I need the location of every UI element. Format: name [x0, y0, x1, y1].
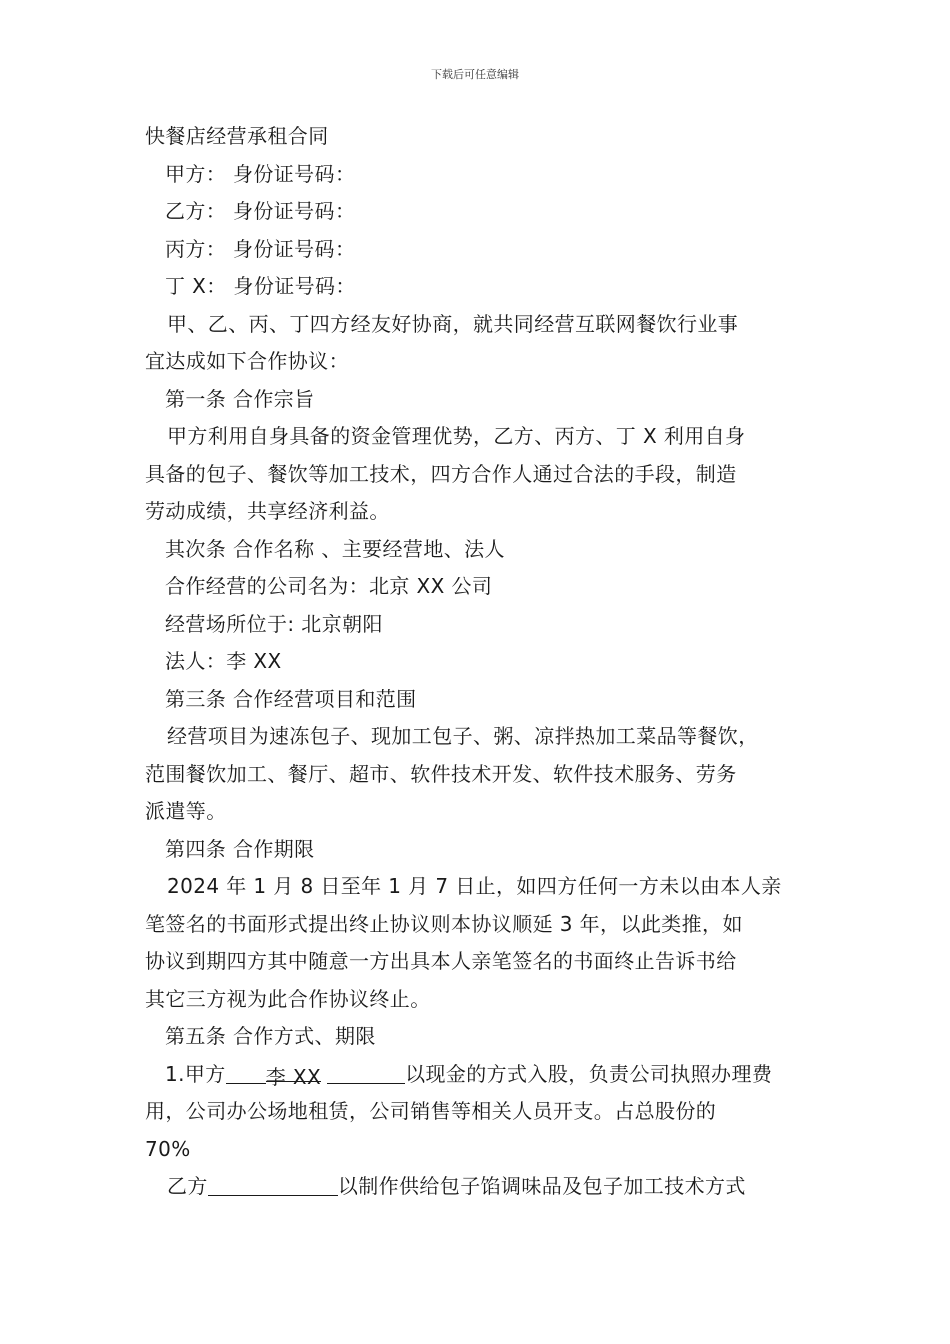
item-1-suffix: 以现金的方式入股，负责公司执照办理费 [405, 1061, 773, 1086]
blank-underline [226, 1061, 266, 1084]
article-4-line-1: 2024 年 1 月 8 日至年 1 月 7 日止，如四方任何一方未以由本人亲 [167, 874, 782, 898]
article-5-title: 第五条 合作方式、期限 [165, 1024, 376, 1048]
contract-title: 快餐店经营承租合同 [145, 124, 329, 148]
party-a-line: 甲方： 身份证号码： [165, 161, 356, 186]
party-b-line: 乙方： 身份证号码： [165, 199, 356, 223]
article-2-title: 其次条 合作名称 、主要经营地、法人 [165, 536, 505, 561]
article-5-item-1 [145, 1056, 820, 1094]
article-3-title: 第三条 合作经营项目和范围 [165, 686, 417, 711]
article-2-legal-person: 法人：李 XX [165, 649, 282, 673]
party-d-line: 丁 X： 身份证号码： [165, 274, 356, 298]
article-2-company: 合作经营的公司名为：北京 XX 公司 [165, 574, 493, 598]
header-note: 下载后可任意编辑 [431, 68, 519, 81]
article-3-line-3: 派遣等。 [145, 799, 227, 823]
article-5-item-2 [145, 1168, 820, 1206]
article-4-line-2: 笔签名的书面形式提出终止协议则本协议顺延 3 年，以此类推，如 [145, 911, 743, 936]
item-2-prefix: 乙方 [167, 1174, 208, 1198]
item-1-name: 李 XX [266, 1059, 321, 1082]
contract-document [145, 118, 820, 1206]
item-2-suffix: 以制作供给包子馅调味品及包子加工技术方式 [337, 1174, 746, 1198]
article-1-line-3: 劳动成绩，共享经济利益。 [145, 499, 390, 523]
article-4-title: 第四条 合作期限 [165, 836, 315, 861]
article-1-title: 第一条 合作宗旨 [165, 386, 315, 411]
article-5-line-3: 70% [145, 1136, 191, 1161]
blank-underline [327, 1061, 405, 1084]
blank-underline [208, 1173, 338, 1196]
article-5-line-2: 用，公司办公场地租赁，公司销售等相关人员开支。占总股份的 [145, 1099, 717, 1123]
item-1-prefix: 1.甲方 [165, 1061, 226, 1086]
party-c-line: 丙方： 身份证号码： [165, 236, 356, 261]
article-4-line-4: 其它三方视为此合作协议终止。 [145, 986, 431, 1011]
intro-line-1: 甲、乙、丙、丁四方经友好协商，就共同经营互联网餐饮行业事 [167, 311, 739, 336]
article-1-line-2: 具备的包子、餐饮等加工技术，四方合作人通过合法的手段，制造 [145, 461, 737, 486]
article-1-line-1: 甲方利用自身具备的资金管理优势，乙方、丙方、丁 X 利用自身 [167, 424, 746, 448]
intro-line-2: 宜达成如下合作协议： [145, 349, 349, 373]
article-3-line-2: 范围餐饮加工、餐厅、超市、软件技术开发、软件技术服务、劳务 [145, 761, 737, 786]
article-4-line-3: 协议到期四方其中随意一方出具本人亲笔签名的书面终止告诉书给 [145, 949, 737, 973]
article-2-location: 经营场所位于: 北京朝阳 [165, 611, 383, 636]
article-3-line-1: 经营项目为速冻包子、现加工包子、粥、凉拌热加工菜品等餐饮， [167, 724, 759, 748]
